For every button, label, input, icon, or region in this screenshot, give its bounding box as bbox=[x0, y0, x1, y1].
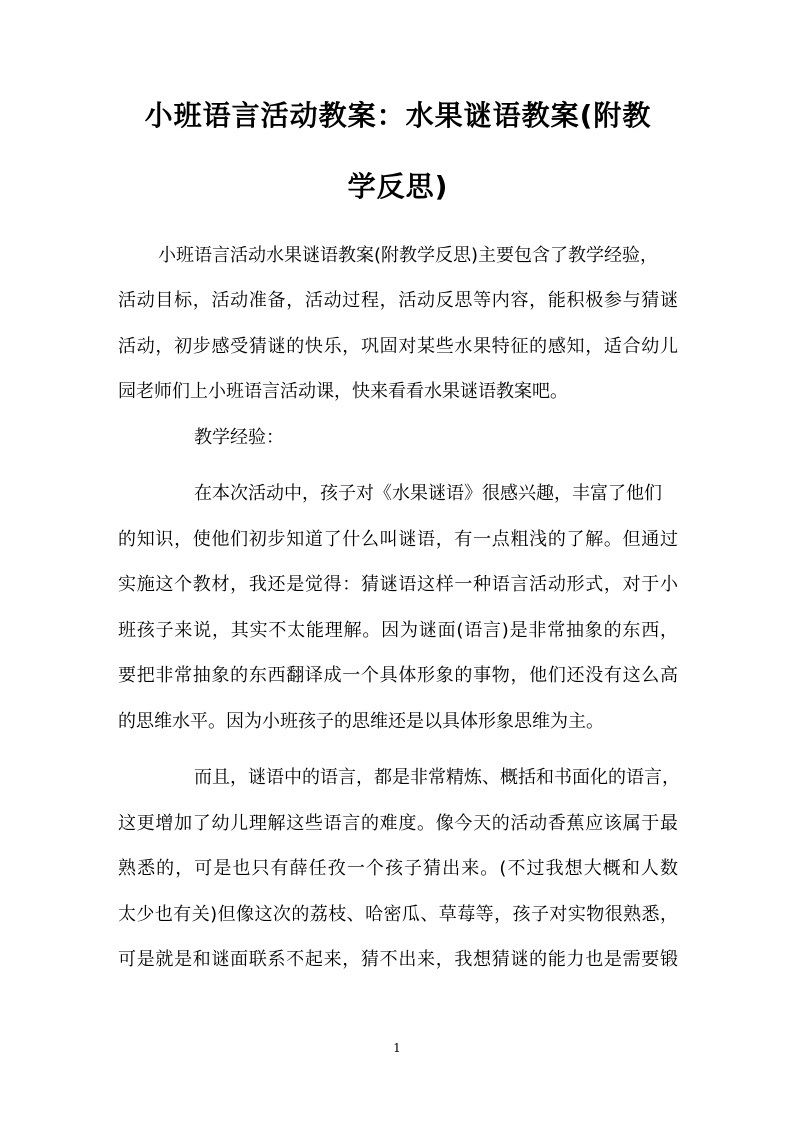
paragraph-2-line-1: 而且，谜语中的语言，都是非常精炼、概括和书面化的语言， bbox=[194, 767, 680, 788]
page-number: 1 bbox=[393, 1041, 401, 1055]
paragraph-2-line-3: 熟悉的，可是也只有薛任孜一个孩子猜出来。(不过我想大概和人数 bbox=[118, 858, 678, 879]
paragraph-2-line-5: 可是就是和谜面联系不起来，猜不出来，我想猜谜的能力也是需要锻 bbox=[118, 949, 678, 970]
section-heading-teaching-experience: 教学经验： bbox=[194, 427, 284, 448]
intro-line-3: 活动，初步感受猜谜的快乐，巩固对某些水果特征的感知，适合幼儿 bbox=[118, 336, 678, 357]
document-title-line-2: 学反思) bbox=[347, 170, 449, 203]
intro-line-2: 活动目标，活动准备，活动过程，活动反思等内容，能积极参与猜谜 bbox=[118, 290, 678, 311]
paragraph-1-line-1: 在本次活动中，孩子对《水果谜语》很感兴趣，丰富了他们 bbox=[194, 483, 662, 504]
paragraph-1-line-2: 的知识，使他们初步知道了什么叫谜语，有一点粗浅的了解。但通过 bbox=[118, 529, 678, 550]
document-title-line-1: 小班语言活动教案：水果谜语教案(附教 bbox=[144, 99, 652, 132]
paragraph-1-line-5: 要把非常抽象的东西翻译成一个具体形象的事物，他们还没有这么高 bbox=[118, 665, 678, 686]
intro-line-4: 园老师们上小班语言活动课，快来看看水果谜语教案吧。 bbox=[118, 381, 568, 402]
paragraph-1-line-3: 实施这个教材，我还是觉得：猜谜语这样一种语言活动形式，对于小 bbox=[118, 574, 678, 595]
paragraph-2-line-2: 这更增加了幼儿理解这些语言的难度。像今天的活动香蕉应该属于最 bbox=[118, 813, 678, 834]
paragraph-1-line-6: 的思维水平。因为小班孩子的思维还是以具体形象思维为主。 bbox=[118, 711, 604, 732]
paragraph-2-line-4: 太少也有关)但像这次的荔枝、哈密瓜、草莓等，孩子对实物很熟悉， bbox=[118, 904, 678, 925]
intro-line-1: 小班语言活动水果谜语教案(附教学反思)主要包含了教学经验， bbox=[158, 245, 659, 266]
paragraph-1-line-4: 班孩子来说，其实不太能理解。因为谜面(语言)是非常抽象的东西， bbox=[118, 620, 678, 641]
